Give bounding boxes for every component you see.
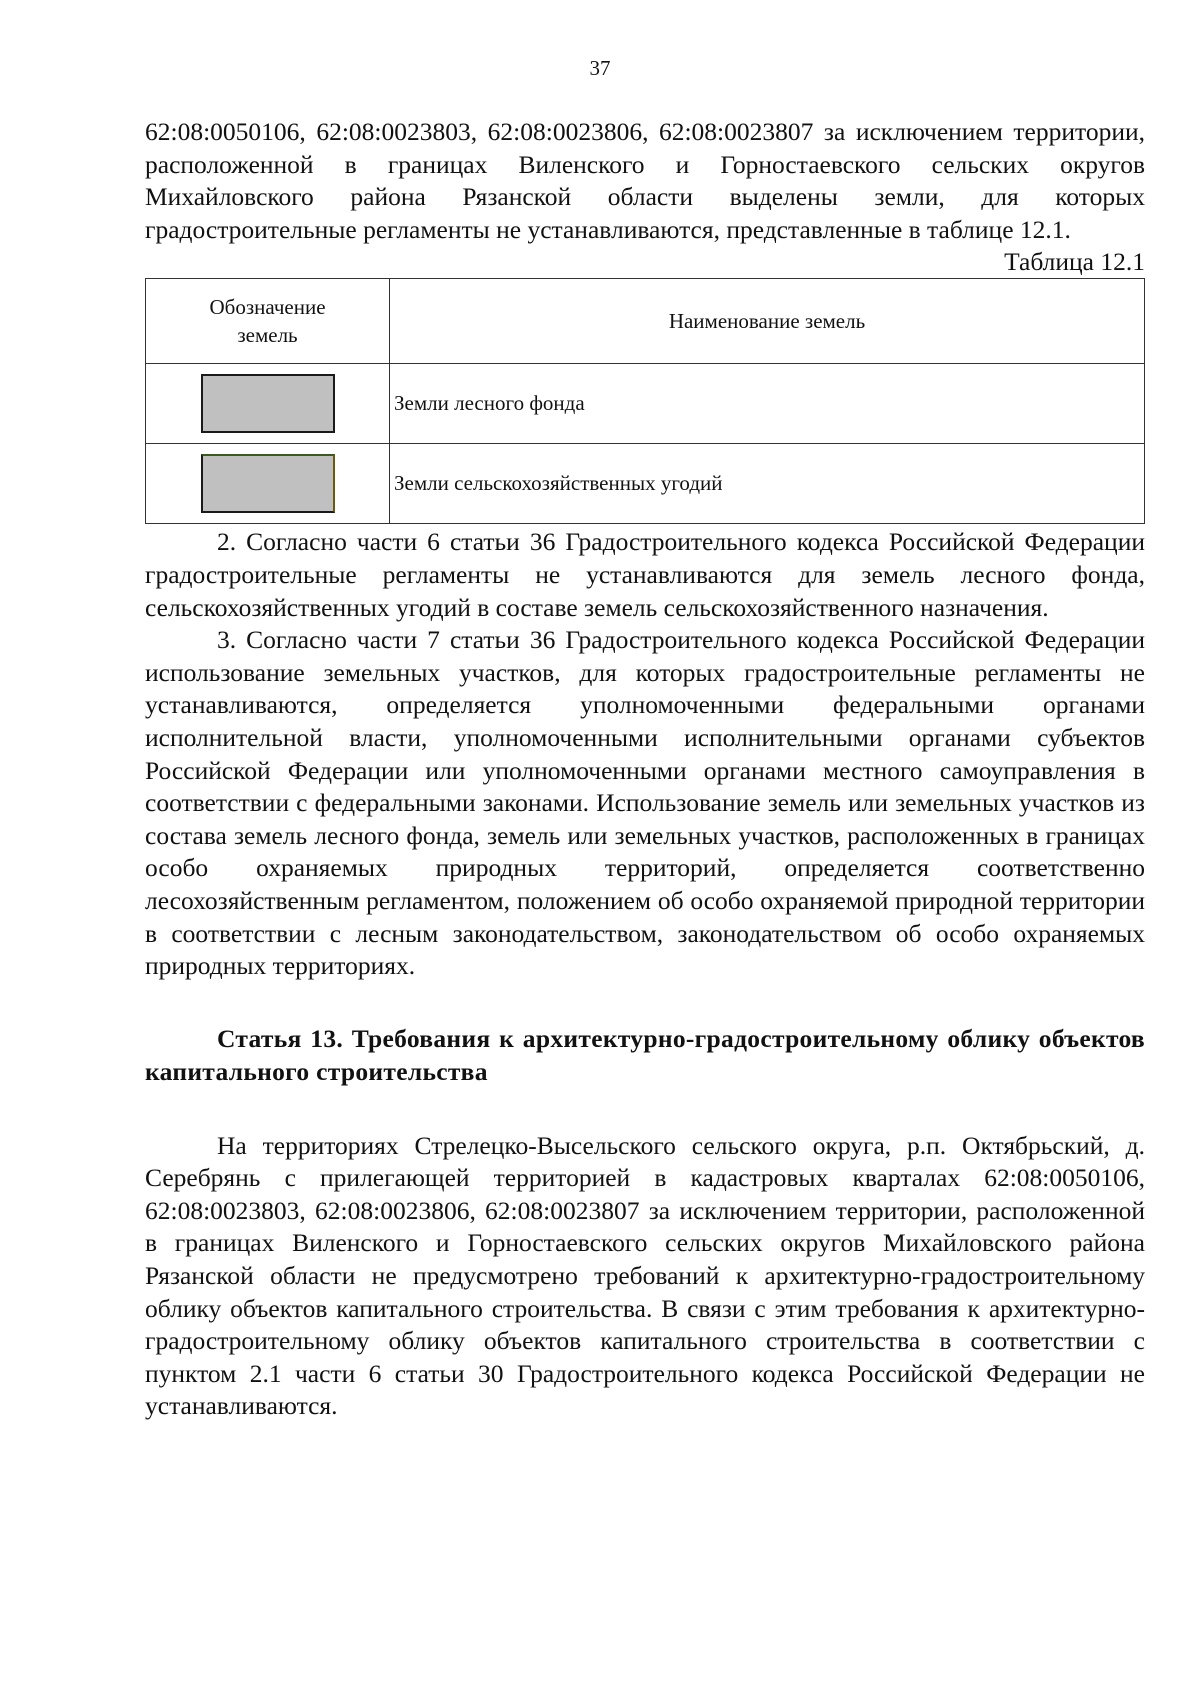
article-body: На территориях Стрелецко-Высельского сельского округа, р.п. Октябрьский, д. Серебрянь с прилегающей территорией в кадастровых кварталах 62:08:0050106, 62:08:0023803, 62:08:0023806, 62:08:0023807 за исключением территории, расположенной в границах Виленского и Горностаевского сельских округов Михайловского района Рязанской области не предусмотрено требований к архитектурно-градостроительному облику объектов капитального строительства. В связи с этим требования к архитектурно-градостроительному облику объектов капитального строительства в соответствии с пунктом 2.1 части 6 статьи 30 Градостроительного кодекса Российской Федерации не устанавливаются. xyxy=(145,1130,1145,1421)
table-row xyxy=(146,364,1145,444)
page-content xyxy=(145,116,1145,1423)
forest-land-swatch xyxy=(201,374,335,433)
page-number: 37 xyxy=(589,56,611,80)
paragraph-3: 3. Согласно части 7 статьи 36 Градостроительного кодекса Российской Федерации использование земельных участков, для которых градостроительные регламенты не устанавливаются, определяется уполномоченными федеральными органами исполнительной власти, уполномоченными исполнительными органами субъектов Российской Федерации или уполномоченными органами местного самоуправления в соответствии с федеральными законами. Использование земель или земельных участков из состава земель лесного фонда, земель или земельных участков, расположенных в границах особо охраняемых природных территорий, определяется соответственно лесохозяйственным регламентом, положением об особо охраняемой природной территории в соответствии с лесным законодательством, законодательством об особо охраняемых природных территориях. xyxy=(145,625,1145,981)
table-caption: Таблица 12.1 xyxy=(1004,247,1145,277)
header-symbol-text: Обозначение земель xyxy=(209,295,326,348)
table-row xyxy=(146,444,1145,524)
land-name-cell: Земли лесного фонда xyxy=(390,364,1145,444)
land-name-cell: Земли сельскохозяйственных угодий xyxy=(390,444,1145,524)
symbol-cell xyxy=(146,444,390,524)
header-name: Наименование земель xyxy=(390,279,1145,364)
symbol-cell xyxy=(146,364,390,444)
article-title: Статья 13. Требования к архитектурно-градостроительному облику объектов капитального строительства xyxy=(145,1023,1145,1086)
header-symbol xyxy=(146,279,390,364)
intro-paragraph: 62:08:0050106, 62:08:0023803, 62:08:0023806, 62:08:0023807 за исключением территории, расположенной в границах Виленского и Горностаевского сельских округов Михайловского района Рязанской области выделены земли, для которых градостроительные регламенты не устанавливаются, представленные в таблице 12.1. xyxy=(145,117,1145,244)
paragraph-2: 2. Согласно части 6 статьи 36 Градостроительного кодекса Российской Федерации градостроительные регламенты не устанавливаются для земель лесного фонда, сельскохозяйственных угодий в составе земель сельскохозяйственного назначения. xyxy=(145,527,1145,622)
table-header-row xyxy=(146,279,1145,364)
legend-table xyxy=(145,278,1145,524)
agricultural-land-swatch xyxy=(201,454,335,513)
